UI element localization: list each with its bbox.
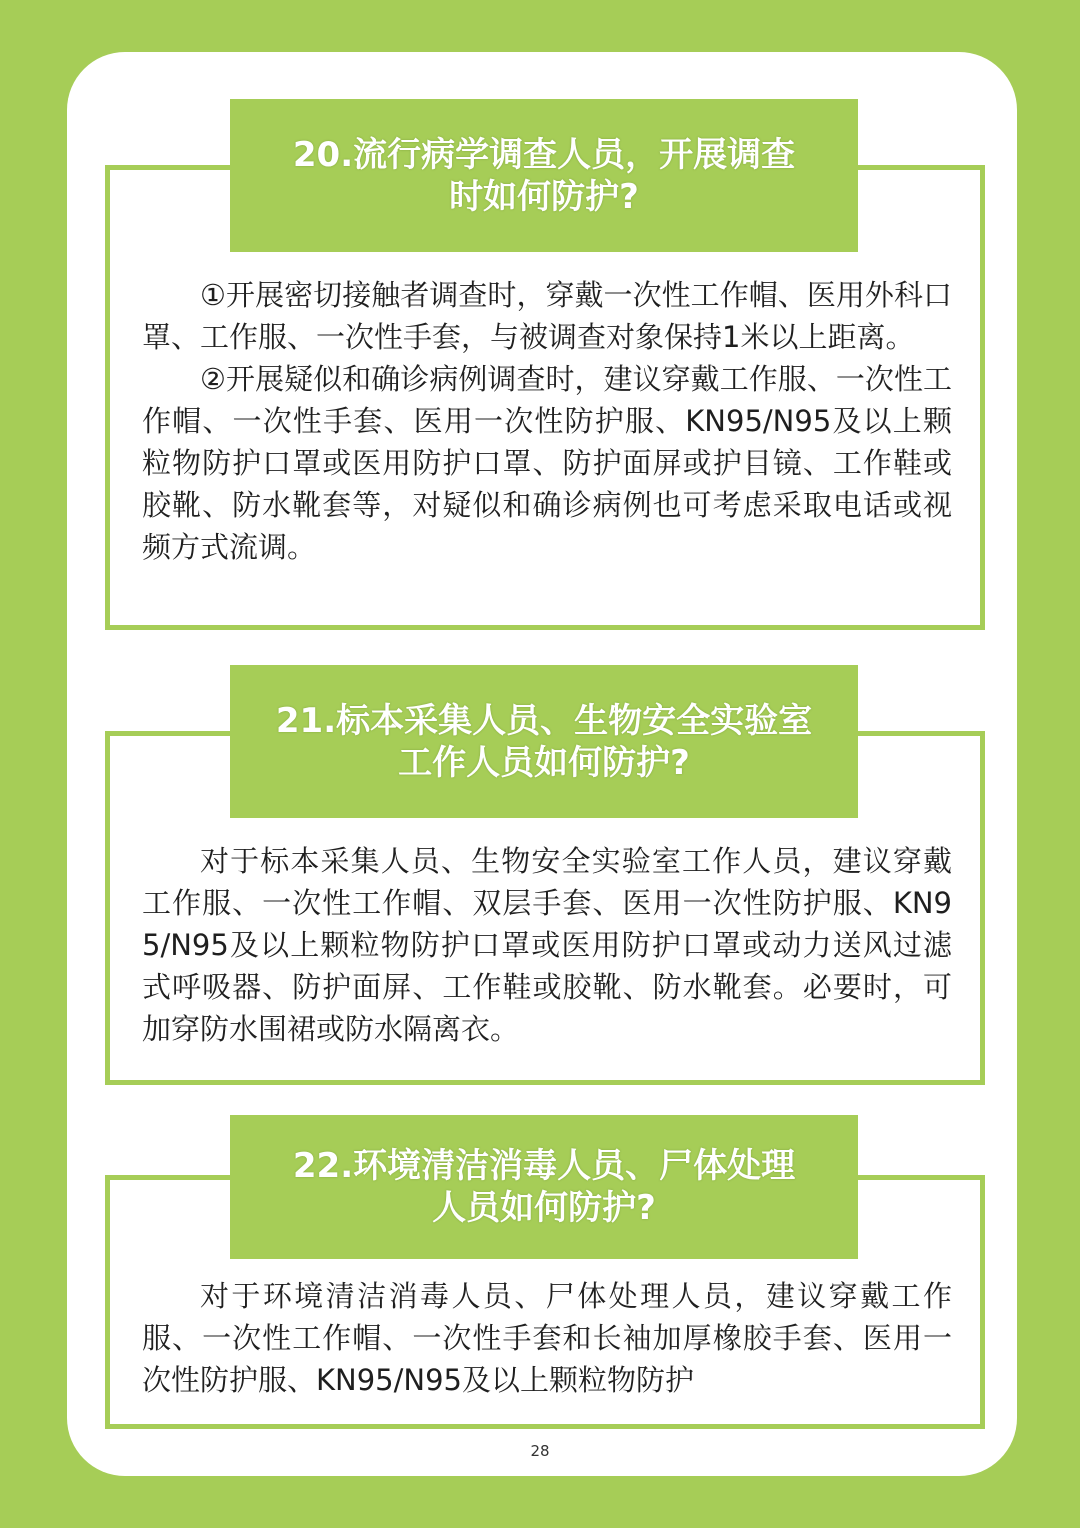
section-21-title — [230, 665, 858, 818]
section-22-paragraph-1: 对于环境清洁消毒人员、尸体处理人员，建议穿戴工作服、一次性工作帽、一次性手套和长袖加厚橡胶手套、医用一次性防护服、KN95/N95及以上颗粒物防护 — [142, 1279, 952, 1397]
section-20-paragraph-2: ②开展疑似和确诊病例调查时，建议穿戴工作服、一次性工作帽、一次性手套、医用一次性防护服、KN95/N95及以上颗粒物防护口罩或医用防护口罩、防护面屏或护目镜、工作鞋或胶靴、防水靴套等，对疑似和确诊病例也可考虑采取电话或视频方式流调。 — [142, 362, 952, 564]
section-21-paragraph-1: 对于标本采集人员、生物安全实验室工作人员，建议穿戴工作服、一次性工作帽、双层手套、医用一次性防护服、KN95/N95及以上颗粒物防护口罩或医用防护口罩或动力送风过滤式呼吸器、防护面屏、工作鞋或胶靴、防水靴套。必要时，可加穿防水围裙或防水隔离衣。 — [142, 844, 952, 1046]
section-20-body — [142, 274, 952, 568]
section-22-title-line1: 22.环境清洁消毒人员、尸体处理 — [292, 1146, 796, 1186]
section-21-title-line2: 工作人员如何防护? — [398, 742, 690, 783]
section-20-title-line1: 20.流行病学调查人员，开展调查 — [292, 134, 796, 175]
section-22-title-line2: 人员如何防护? — [432, 1188, 656, 1228]
page-number: 28 — [530, 1442, 550, 1460]
section-21-body — [142, 840, 952, 1050]
section-20-title-line2: 时如何防护? — [449, 176, 639, 217]
section-22-body — [142, 1275, 952, 1401]
section-22-title — [230, 1115, 858, 1259]
section-20-title — [230, 99, 858, 252]
section-20-paragraph-1: ①开展密切接触者调查时，穿戴一次性工作帽、医用外科口罩、工作服、一次性手套，与被调查对象保持1米以上距离。 — [142, 278, 952, 354]
section-21-title-line1: 21.标本采集人员、生物安全实验室 — [275, 700, 813, 741]
